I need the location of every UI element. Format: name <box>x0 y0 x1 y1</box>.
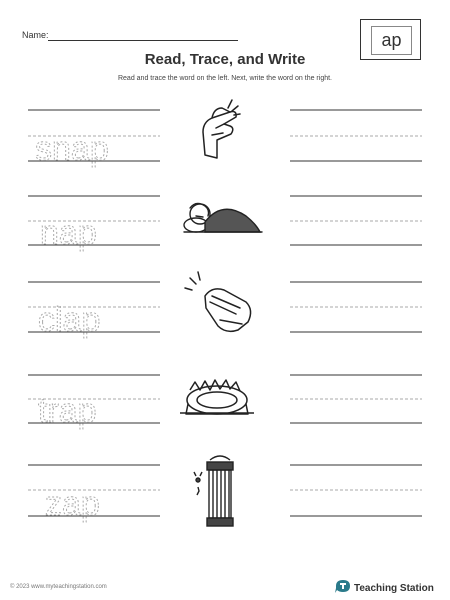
word-family-text: ap <box>371 26 412 55</box>
worksheet-row <box>28 375 422 430</box>
snapping-fingers-icon <box>203 100 240 158</box>
trace-word[interactable]: snap <box>35 130 109 168</box>
teaching-station-logo-icon <box>334 578 352 594</box>
trace-word[interactable]: trap <box>38 392 97 430</box>
instructions: Read and trace the word on the left. Next, write the word on the right. <box>117 75 332 82</box>
worksheet-row <box>28 456 422 526</box>
copyright-text: © 2023 www.myteachingstation.com <box>10 584 107 590</box>
clapping-hands-icon <box>185 272 251 331</box>
name-label: Name: <box>22 30 49 40</box>
page-title: Read, Trace, and Write <box>144 51 306 68</box>
trace-word[interactable]: zap <box>45 485 100 523</box>
worksheet-row <box>28 272 422 339</box>
animal-trap-icon <box>180 380 254 414</box>
sleeping-child-icon <box>184 203 262 232</box>
bug-zapper-icon <box>194 456 233 526</box>
trace-word[interactable]: nap <box>40 214 97 252</box>
worksheet-row <box>28 100 422 168</box>
worksheet-row <box>28 196 422 252</box>
trace-word[interactable]: clap <box>38 301 101 339</box>
brand-name: Teaching Station <box>354 583 434 594</box>
